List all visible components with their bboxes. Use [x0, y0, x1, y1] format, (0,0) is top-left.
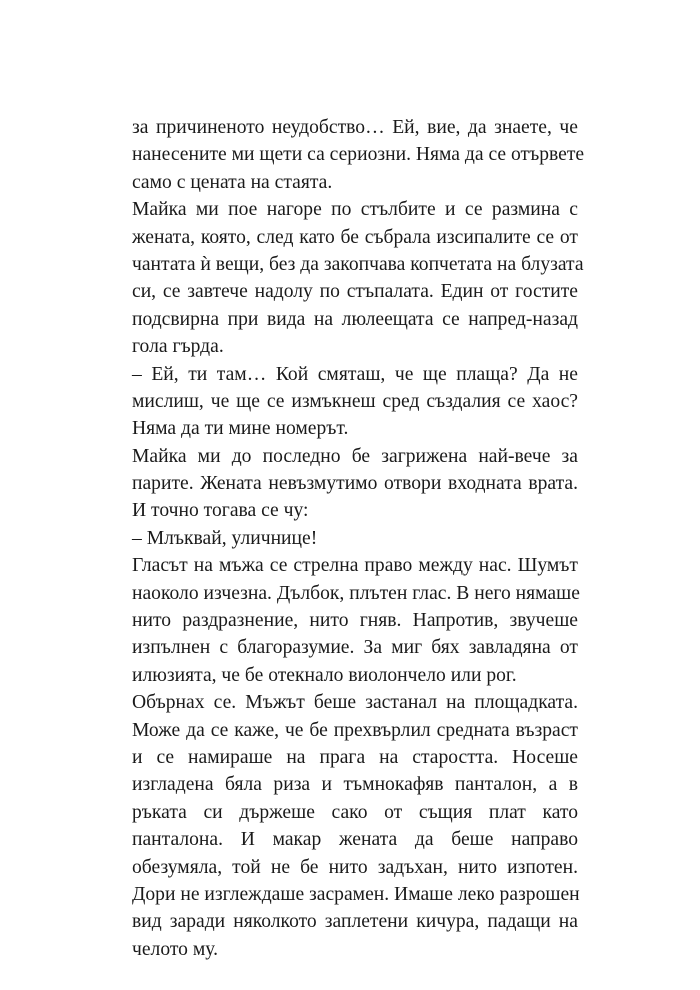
text-line: гола гърда.: [132, 336, 224, 358]
text-line: Няма да ти мине номерът.: [132, 418, 349, 440]
text-line: само с цената на стаята.: [132, 171, 333, 193]
text-line: ръката си държеше сако от същия плат като: [132, 801, 578, 823]
text-line: и се намираше на прага на старостта. Носеше: [132, 746, 578, 768]
text-line: Гласът на мъжа се стрелна право между нас. Шумът: [132, 555, 578, 577]
text-line: Майка ми пое нагоре по стълбите и се размина с: [132, 199, 578, 221]
text-line: – Млъквай, уличнице!: [132, 527, 318, 549]
text-line: панталона. И макар жената да беше направо: [132, 829, 578, 851]
text-line: нито раздразнение, нито гняв. Напротив, звучеше: [132, 610, 578, 632]
text-line: Дори не изглеждаше засрамен. Имаше леко разрошен: [132, 883, 580, 905]
text-line: жената, която, след като бе събрала изсипалите се от: [132, 226, 578, 248]
text-line: подсвирна при вида на люлеещата се напред-назад: [132, 308, 578, 330]
text-line: Може да се каже, че бе прехвърлил средната възраст: [132, 719, 578, 741]
text-line: мислиш, че ще се измъкнеш сред създалия се хаос?: [132, 390, 578, 412]
text-line: чантата ѝ вещи, без да закопчава копчетата на блузата: [132, 253, 584, 275]
text-line: обезумяла, той не бе нито задъхан, нито изпотен.: [132, 856, 578, 878]
text-line: нанесените ми щети са сериозни. Няма да се отървете: [132, 144, 585, 166]
text-line: изпълнен с благоразумие. За миг бях завладяна от: [132, 637, 578, 659]
text-line: – Ей, ти там… Кой смяташ, че ще плаща? Да не: [132, 363, 578, 385]
text-line: наоколо изчезна. Дълбок, плътен глас. В него нямаше: [132, 582, 580, 604]
text-line: парите. Жената невъзмутимо отвори входната врата.: [132, 473, 578, 495]
text-line: изгладена бяла риза и тъмнокафяв панталон, а в: [132, 774, 578, 796]
text-line: си, се завтече надолу по стъпалата. Един от гостите: [132, 281, 578, 303]
text-line: за причиненото неудобство… Ей, вие, да знаете, че: [132, 117, 578, 138]
text-line: И точно тогава се чу:: [132, 500, 309, 522]
text-line: илюзията, че бе отекнало виолончело или рог.: [132, 664, 517, 686]
text-line: Обърнах се. Мъжът беше застанал на площадката.: [132, 692, 578, 714]
text-line: челото му.: [132, 938, 218, 960]
text-line: вид заради няколкото заплетени кичура, падащи на: [132, 911, 578, 933]
text-line: Майка ми до последно бе загрижена най-вече за: [132, 445, 578, 467]
page-text: [132, 114, 585, 963]
